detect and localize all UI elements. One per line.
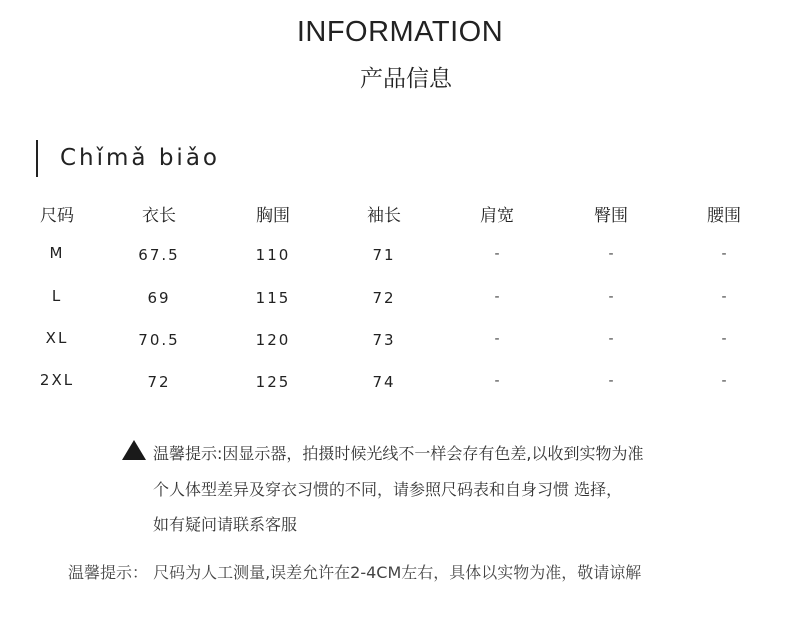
table-cell: - bbox=[494, 246, 500, 262]
table-cell: M bbox=[49, 244, 65, 262]
table-cell: - bbox=[721, 289, 727, 305]
table-cell: - bbox=[608, 331, 614, 347]
table-cell: 115 bbox=[255, 289, 291, 307]
column-header-length: 衣长 bbox=[142, 206, 176, 226]
warning-triangle-icon bbox=[122, 440, 146, 460]
table-cell: 74 bbox=[372, 373, 396, 391]
table-cell: 69 bbox=[147, 289, 171, 307]
section-accent-bar bbox=[36, 140, 38, 177]
table-cell: 125 bbox=[255, 373, 291, 391]
table-cell: 70.5 bbox=[138, 331, 180, 349]
note-line: 个人体型差异及穿衣习惯的不同，请参照尺码表和自身习惯 选择， bbox=[153, 480, 623, 499]
column-header-waist: 腰围 bbox=[707, 206, 741, 226]
table-cell: 72 bbox=[372, 289, 396, 307]
table-cell: - bbox=[721, 331, 727, 347]
table-cell: - bbox=[608, 289, 614, 305]
table-cell: 72 bbox=[147, 373, 171, 391]
table-cell: - bbox=[608, 373, 614, 389]
table-cell: - bbox=[494, 289, 500, 305]
table-cell: 73 bbox=[372, 331, 396, 349]
table-cell: 2XL bbox=[39, 371, 75, 389]
table-cell: 67.5 bbox=[138, 246, 180, 264]
section-title: Chǐmǎ biǎo bbox=[60, 145, 220, 171]
table-cell: 120 bbox=[255, 331, 291, 349]
table-cell: 71 bbox=[372, 246, 396, 264]
table-cell: 110 bbox=[255, 246, 291, 264]
column-header-size: 尺码 bbox=[40, 206, 74, 226]
title-english: INFORMATION bbox=[296, 16, 504, 48]
table-cell: - bbox=[721, 373, 727, 389]
column-header-shoulder: 肩宽 bbox=[480, 206, 514, 226]
table-cell: - bbox=[721, 246, 727, 262]
table-cell: - bbox=[608, 246, 614, 262]
title-chinese: 产品信息 bbox=[360, 66, 452, 92]
note-line: 如有疑问请联系客服 bbox=[153, 515, 298, 534]
table-cell: - bbox=[494, 331, 500, 347]
table-cell: XL bbox=[45, 329, 69, 347]
column-header-sleeve: 袖长 bbox=[367, 206, 401, 226]
note-line: 温馨提示:因显示器，拍摄时候光线不一样会存有色差,以收到实物为准 bbox=[153, 444, 644, 463]
column-header-hip: 臀围 bbox=[594, 206, 628, 226]
table-cell: L bbox=[51, 287, 63, 305]
table-cell: - bbox=[494, 373, 500, 389]
footer-note: 温馨提示： 尺码为人工测量,误差允许在2-4CM左右，具体以实物为准，敬请谅解 bbox=[68, 563, 642, 582]
column-header-chest: 胸围 bbox=[256, 206, 290, 226]
